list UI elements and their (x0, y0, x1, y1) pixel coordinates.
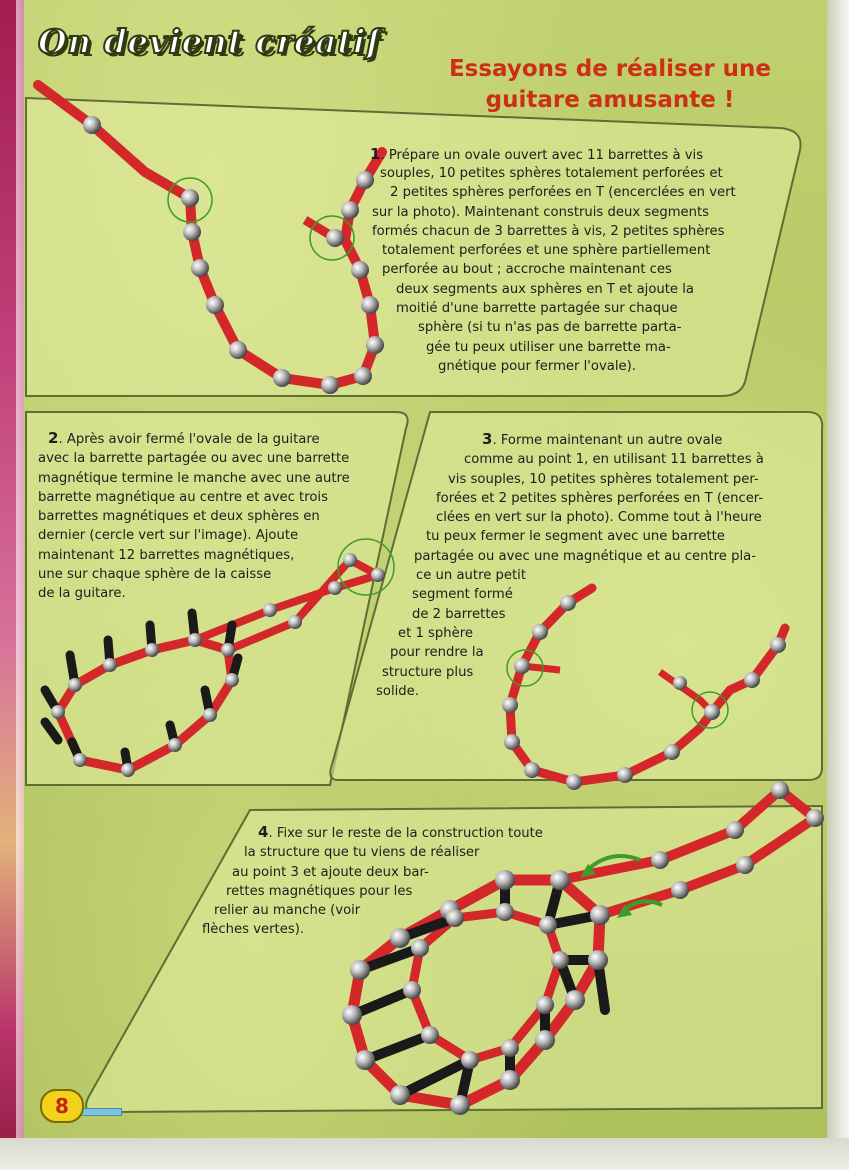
step-3-line: de 2 barrettes (412, 606, 506, 622)
step-1-line: gée tu peux utiliser une barrette ma- (426, 339, 671, 355)
step-4-number: 4 (258, 823, 269, 841)
step-1-line: moitié d'une barrette partagée sur chaque (396, 301, 678, 317)
step-2-number: 2 (48, 429, 59, 447)
step-3-line: forées et 2 petites sphères perforées en T (encer- (436, 490, 764, 506)
step-2-line: avec la barrette partagée ou avec une barrette (38, 451, 350, 467)
step-4-line: rettes magnétiques pour les (226, 883, 413, 899)
step-1-line: souples, 10 petites sphères totalement perforées et (380, 166, 723, 181)
step-1-line: perforée au bout ; accroche maintenant ces (382, 262, 672, 278)
page-number: 8 (40, 1089, 84, 1123)
step-2-line: barrettes magnétiques et deux sphères en (38, 509, 320, 525)
step-1-line: gnétique pour fermer l'ovale). (438, 358, 636, 374)
step-3-number: 3 (482, 430, 493, 448)
step-3-text (376, 430, 764, 701)
step-3-line: clées en vert sur la photo). Comme tout à l'heure (436, 510, 762, 526)
step-4-line: au point 3 et ajoute deux bar- (232, 864, 429, 880)
step-4-line: flèches vertes). (202, 922, 305, 938)
step-2-line: . Après avoir fermé l'ovale de la guitare (58, 432, 320, 447)
step-1-text-body (372, 164, 736, 376)
step-1-line: sur la photo). Maintenant construis deux segments (372, 204, 710, 220)
step-1-line: sphère (si tu n'as pas de barrette parta- (418, 320, 682, 336)
step-1-line: totalement perforées et une sphère partiellement (382, 243, 711, 259)
step-1-line: deux segments aux sphères en T et ajoute la (396, 281, 694, 297)
step-3-line: et 1 sphère (398, 625, 474, 641)
step-3-line: pour rendre la (390, 645, 484, 661)
step-1-line: 2 petites sphères perforées en T (encerclées en vert (390, 185, 736, 201)
step-4-line: la structure que tu viens de réaliser (244, 845, 480, 861)
step-1-text (370, 145, 703, 165)
step-3-line: comme au point 1, en utilisant 11 barrettes à (464, 452, 764, 468)
step-3-line: solide. (376, 683, 419, 699)
subtitle-line-2: guitare amusante ! (485, 87, 735, 113)
section-title: On devient créatif (38, 22, 381, 61)
step-3-line: . Forme maintenant un autre ovale (492, 433, 723, 448)
step-2-line: maintenant 12 barrettes magnétiques, (38, 547, 295, 563)
step-2-line: barrette magnétique au centre et avec trois (38, 489, 328, 505)
step-2-line: une sur chaque sphère de la caisse (38, 567, 272, 583)
step-1-image (38, 85, 384, 394)
step-3-line: vis souples, 10 petites sphères totalement per- (448, 471, 759, 487)
step-3-line: structure plus (382, 664, 474, 680)
step-2-line: dernier (cercle vert sur l'image). Ajoute (38, 528, 299, 544)
step-1-line: . Prépare un ovale ouvert avec 11 barrettes à vis (380, 148, 704, 163)
step-2-line: magnétique termine le manche avec une autre (38, 470, 350, 486)
subtitle-line-1: Essayons de réaliser une (448, 56, 772, 82)
step-4-line: relier au manche (voir (214, 903, 361, 919)
step-4-line: . Fixe sur le reste de la construction toute (268, 826, 543, 841)
step-2-text (38, 429, 350, 604)
step-4-text (200, 823, 543, 940)
step-3-line: segment formé (412, 587, 513, 603)
step-3-line: ce un autre petit (416, 568, 527, 584)
step-2-line: de la guitare. (38, 586, 126, 602)
step-1-number: 1 (370, 145, 381, 163)
step-3-line: tu peux fermer le segment avec une barrette (426, 529, 725, 545)
step-1-line: formés chacun de 3 barrettes à vis, 2 petites sphères (372, 223, 725, 239)
step-4-neck-upper (560, 790, 815, 880)
step-3-line: partagée ou avec une magnétique et au centre pla- (414, 548, 756, 564)
